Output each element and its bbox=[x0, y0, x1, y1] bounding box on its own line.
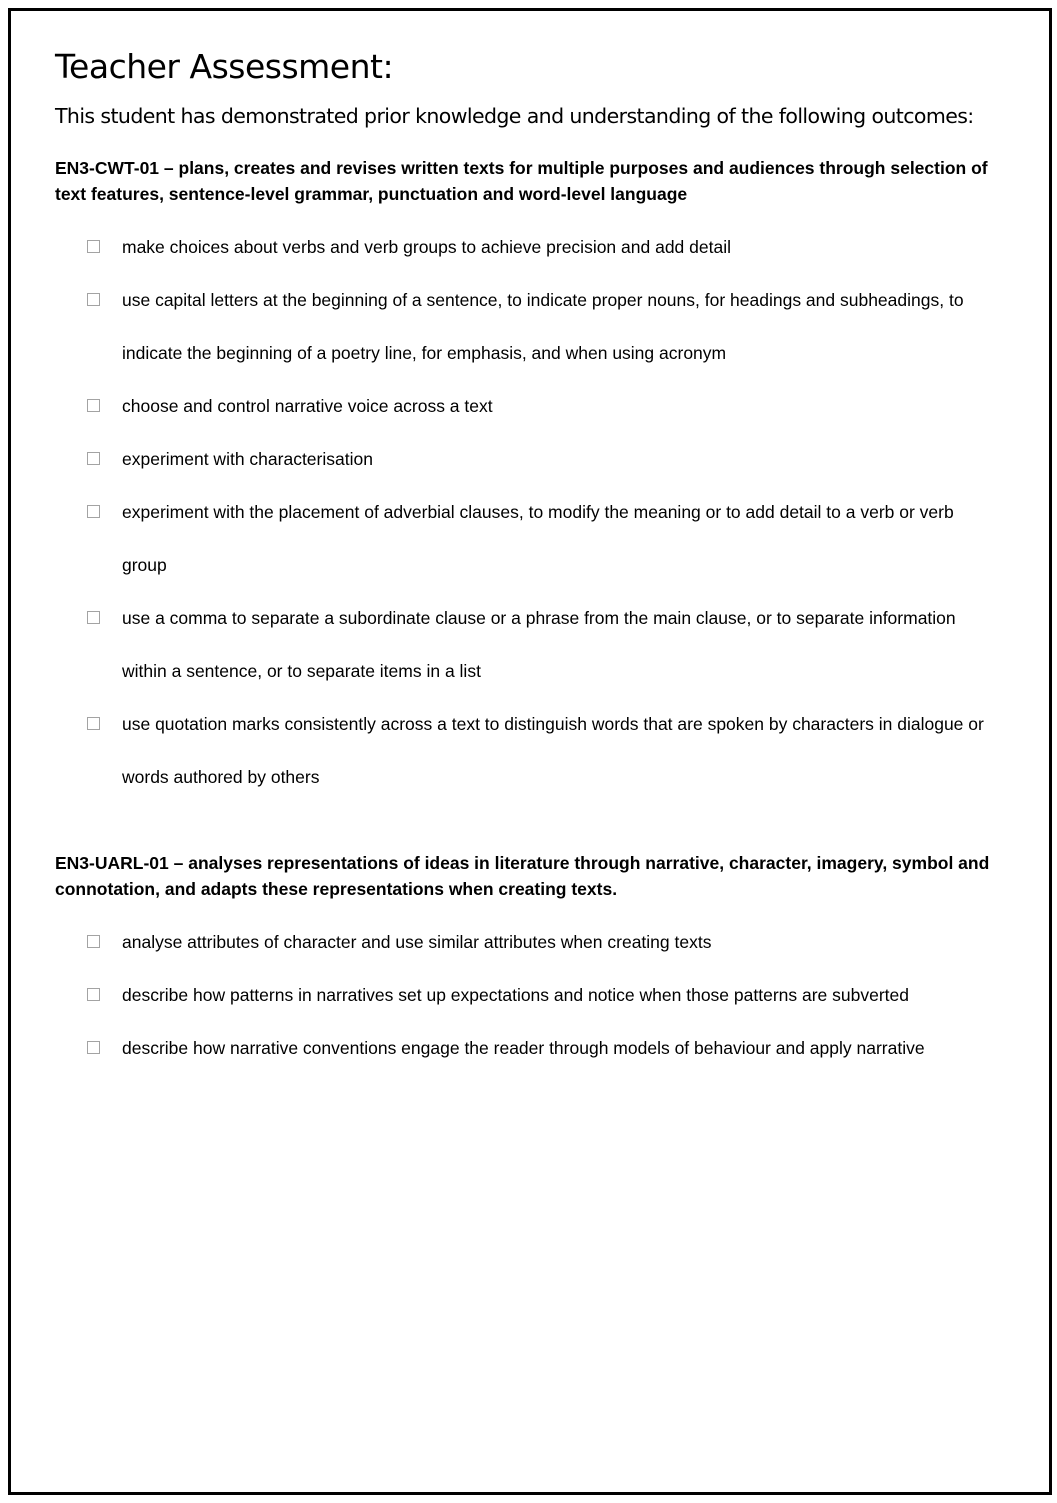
checkbox-item bbox=[55, 698, 999, 804]
checkbox-item bbox=[55, 433, 999, 486]
checkbox-item-label: use capital letters at the beginning of a sentence, to indicate proper nouns, for headings and subheadings, to indicate the beginning of a poetry line, for emphasis, and when using acronym bbox=[122, 290, 964, 364]
checkbox-item bbox=[55, 1022, 999, 1075]
checkbox-unchecked-icon[interactable] bbox=[87, 935, 100, 948]
page-border bbox=[8, 8, 1052, 1495]
checklist bbox=[55, 221, 999, 804]
page-title: Teacher Assessment: bbox=[55, 47, 394, 86]
checkbox-item-label: choose and control narrative voice across a text bbox=[122, 396, 493, 417]
checkbox-item-label: experiment with the placement of adverbial clauses, to modify the meaning or to add detail to a verb or verb group bbox=[122, 502, 954, 576]
checkbox-item-label: describe how narrative conventions engage the reader through models of behaviour and apply narrative bbox=[122, 1038, 925, 1059]
checkbox-item bbox=[55, 274, 999, 380]
checkbox-unchecked-icon[interactable] bbox=[87, 611, 100, 624]
section-heading: EN3-CWT-01 – plans, creates and revises written texts for multiple purposes and audiences through selection of text features, sentence-level grammar, punctuation and word-level language bbox=[55, 158, 988, 205]
page-subtitle: This student has demonstrated prior knowledge and understanding of the following outcomes: bbox=[55, 103, 974, 128]
checkbox-item bbox=[55, 380, 999, 433]
checkbox-item-label: describe how patterns in narratives set up expectations and notice when those patterns are subverted bbox=[122, 985, 909, 1006]
checkbox-item bbox=[55, 486, 999, 592]
checkbox-unchecked-icon[interactable] bbox=[87, 240, 100, 253]
checkbox-unchecked-icon[interactable] bbox=[87, 988, 100, 1001]
checkbox-item-label: use a comma to separate a subordinate clause or a phrase from the main clause, or to separate information within a sentence, or to separate items in a list bbox=[122, 608, 956, 682]
document-content bbox=[11, 11, 1049, 1492]
outcome-section bbox=[55, 155, 999, 804]
outcome-section bbox=[55, 850, 999, 1075]
checkbox-item bbox=[55, 916, 999, 969]
checkbox-unchecked-icon[interactable] bbox=[87, 293, 100, 306]
checkbox-item bbox=[55, 592, 999, 698]
checkbox-unchecked-icon[interactable] bbox=[87, 399, 100, 412]
sections bbox=[55, 155, 999, 1075]
checkbox-item-label: use quotation marks consistently across a text to distinguish words that are spoken by characters in dialogue or words authored by others bbox=[122, 714, 984, 788]
checkbox-item bbox=[55, 221, 999, 274]
checkbox-item-label: analyse attributes of character and use similar attributes when creating texts bbox=[122, 932, 712, 953]
checkbox-item-label: experiment with characterisation bbox=[122, 449, 373, 470]
checkbox-item-label: make choices about verbs and verb groups to achieve precision and add detail bbox=[122, 237, 731, 258]
checkbox-unchecked-icon[interactable] bbox=[87, 717, 100, 730]
checklist bbox=[55, 916, 999, 1075]
checkbox-unchecked-icon[interactable] bbox=[87, 1041, 100, 1054]
checkbox-unchecked-icon[interactable] bbox=[87, 505, 100, 518]
checkbox-unchecked-icon[interactable] bbox=[87, 452, 100, 465]
checkbox-item bbox=[55, 969, 999, 1022]
section-heading: EN3-UARL-01 – analyses representations of ideas in literature through narrative, character, imagery, symbol and connotation, and adapts these representations when creating texts. bbox=[55, 853, 990, 900]
